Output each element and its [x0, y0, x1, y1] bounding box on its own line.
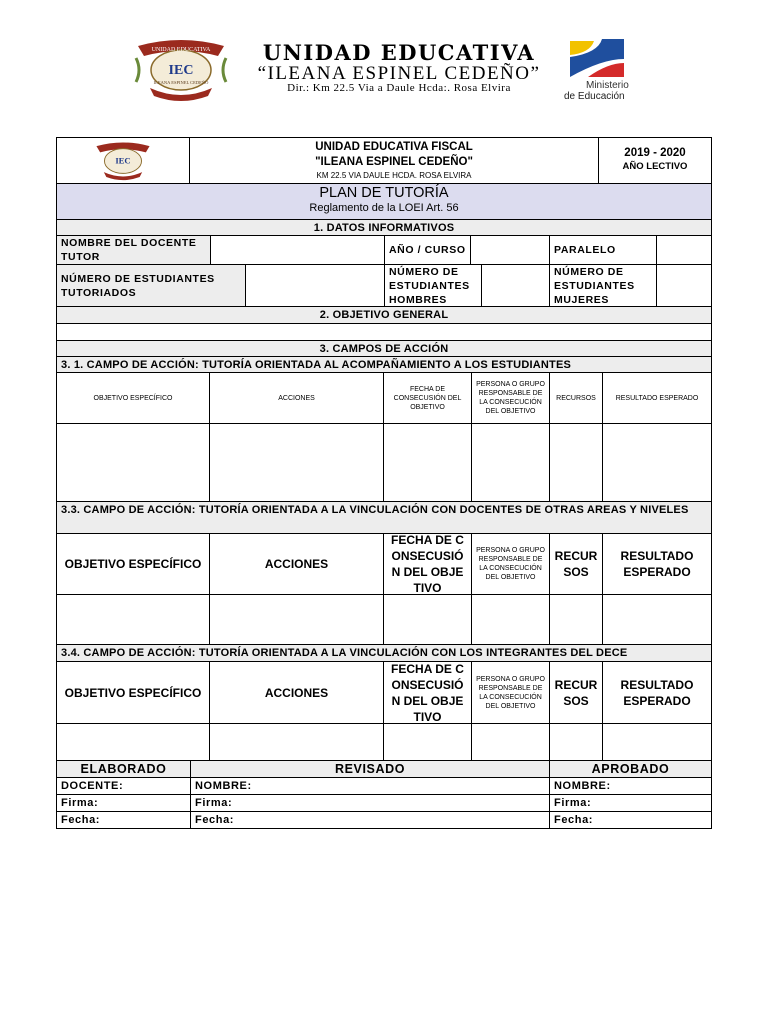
- row31-persona-field[interactable]: [471, 423, 550, 502]
- col-objetivo-header: OBJETIVO ESPECÍFICO: [56, 372, 210, 424]
- row33-fecha-field[interactable]: [383, 594, 472, 645]
- col33-acciones-header: ACCIONES: [209, 533, 384, 595]
- plan-subtitle: Reglamento de la LOEI Art. 56: [309, 202, 459, 214]
- elaborado-fecha-label: Fecha:: [56, 811, 191, 829]
- col33-persona-header: PERSONA O GRUPO RESPONSABLE DE LA CONSECUCIÓN DEL OBJETIVO: [471, 533, 550, 595]
- col33-objetivo-header: OBJETIVO ESPECÍFICO: [56, 533, 210, 595]
- section-objetivo-general: 2. OBJETIVO GENERAL: [56, 306, 712, 324]
- anio-curso-label: AÑO / CURSO: [384, 235, 471, 265]
- row34-recursos-field[interactable]: [549, 723, 603, 761]
- logo-small-initials: IEC: [115, 154, 131, 165]
- letterhead-title: UNIDAD EDUCATIVA: [262, 40, 536, 65]
- paralelo-label: PARALELO: [549, 235, 657, 265]
- row34-persona-field[interactable]: [471, 723, 550, 761]
- aprobado-fecha-label: Fecha:: [549, 811, 712, 829]
- row31-acciones-field[interactable]: [209, 423, 384, 502]
- col33-recursos-header: RECUR SOS: [549, 533, 603, 595]
- col-recursos-header: RECURSOS: [549, 372, 603, 424]
- plan-title: PLAN DE TUTORÍA: [319, 185, 449, 201]
- school-logo-small: [84, 140, 162, 182]
- revisado-header: REVISADO: [190, 760, 550, 778]
- elaborado-header: ELABORADO: [56, 760, 191, 778]
- col33-fecha-header: FECHA DE CONSECUSIÓN DEL OBJETIVO: [383, 533, 472, 595]
- campo-3-1-title: 3. 1. CAMPO DE ACCIÓN: TUTORÍA ORIENTADA AL ACOMPAÑAMIENTO A LOS ESTUDIANTES: [56, 356, 712, 373]
- num-estudiantes-label: NÚMERO DE ESTUDIANTES TUTORIADOS: [56, 264, 246, 307]
- num-mujeres-label: NÚMERO DE ESTUDIANTES MUJERES: [549, 264, 657, 307]
- logo-text: UNIDAD EDUCATIVA: [151, 47, 211, 53]
- aprobado-nombre-label: NOMBRE:: [549, 777, 712, 795]
- form-logo-cell: [56, 137, 190, 184]
- campo-3-4-title: 3.4. CAMPO DE ACCIÓN: TUTORÍA ORIENTADA A LA VINCULACIÓN CON LOS INTEGRANTES DEL DECE: [56, 644, 712, 662]
- col34-objetivo-header: OBJETIVO ESPECÍFICO: [56, 661, 210, 724]
- anio-curso-field[interactable]: [470, 235, 550, 265]
- objetivo-general-field[interactable]: [56, 323, 712, 341]
- section-campos-accion: 3. CAMPOS DE ACCIÓN: [56, 340, 712, 357]
- row34-acciones-field[interactable]: [209, 723, 384, 761]
- row33-resultado-field[interactable]: [602, 594, 712, 645]
- school-logo: [132, 36, 230, 104]
- row33-objetivo-field[interactable]: [56, 594, 210, 645]
- row33-recursos-field[interactable]: [549, 594, 603, 645]
- row31-resultado-field[interactable]: [602, 423, 712, 502]
- school-info-cell: [189, 137, 599, 184]
- campo-3-3-title: 3.3. CAMPO DE ACCIÓN: TUTORÍA ORIENTADA A LA VINCULACIÓN CON DOCENTES DE OTRAS AREAS Y NIVELES: [56, 501, 712, 534]
- col-fecha-header: FECHA DE CONSECUSIÓN DEL OBJETIVO: [383, 372, 472, 424]
- row31-objetivo-field[interactable]: [56, 423, 210, 502]
- plan-title-cell: [56, 183, 712, 220]
- ministry-label: [564, 80, 629, 102]
- school-year: 2019 - 2020: [624, 147, 686, 159]
- num-hombres-label: NÚMERO DE ESTUDIANTES HOMBRES: [384, 264, 482, 307]
- letterhead-subtitle: “ILEANA ESPINEL CEDEÑO”: [257, 63, 541, 84]
- col34-fecha-header: FECHA DE CONSECUSIÓN DEL OBJETIVO: [383, 661, 472, 724]
- num-hombres-field[interactable]: [481, 264, 550, 307]
- docente-field[interactable]: [210, 235, 385, 265]
- year-label: AÑO LECTIVO: [622, 161, 688, 172]
- ministry-line2: de Educación: [564, 91, 625, 102]
- col-acciones-header: ACCIONES: [209, 372, 384, 424]
- col-resultado-header: RESULTADO ESPERADO: [602, 372, 712, 424]
- elaborado-docente-label: DOCENTE:: [56, 777, 191, 795]
- letterhead: [0, 0, 768, 120]
- col34-recursos-header: RECUR SOS: [549, 661, 603, 724]
- tutoria-form: [56, 137, 712, 829]
- aprobado-firma-label: Firma:: [549, 794, 712, 812]
- school-address: KM 22.5 VIA DAULE HCDA. ROSA ELVIRA: [316, 171, 472, 180]
- revisado-fecha-label: Fecha:: [190, 811, 550, 829]
- aprobado-header: APROBADO: [549, 760, 712, 778]
- col33-resultado-header: RESULTADO ESPERADO: [602, 533, 712, 595]
- logo-sub: ILEANA ESPINEL CEDEÑO: [153, 80, 209, 85]
- docente-label: NOMBRE DEL DOCENTE TUTOR: [56, 235, 211, 265]
- row34-resultado-field[interactable]: [602, 723, 712, 761]
- row33-persona-field[interactable]: [471, 594, 550, 645]
- row31-fecha-field[interactable]: [383, 423, 472, 502]
- logo-initials: IEC: [168, 63, 194, 78]
- ministry-logo-icon: [568, 37, 626, 79]
- section-datos-informativos: 1. DATOS INFORMATIVOS: [56, 219, 712, 236]
- col34-acciones-header: ACCIONES: [209, 661, 384, 724]
- elaborado-firma-label: Firma:: [56, 794, 191, 812]
- col34-resultado-header: RESULTADO ESPERADO: [602, 661, 712, 724]
- col34-persona-header: PERSONA O GRUPO RESPONSABLE DE LA CONSECUCIÓN DEL OBJETIVO: [471, 661, 550, 724]
- row34-fecha-field[interactable]: [383, 723, 472, 761]
- row34-objetivo-field[interactable]: [56, 723, 210, 761]
- school-type: UNIDAD EDUCATIVA FISCAL: [315, 141, 473, 153]
- ministry-line1: Ministerio: [586, 80, 629, 91]
- paralelo-field[interactable]: [656, 235, 712, 265]
- row33-acciones-field[interactable]: [209, 594, 384, 645]
- col-persona-header: PERSONA O GRUPO RESPONSABLE DE LA CONSECUCIÓN DEL OBJETIVO: [471, 372, 550, 424]
- year-cell: [598, 137, 712, 184]
- school-name: "ILEANA ESPINEL CEDEÑO": [315, 156, 473, 168]
- row31-recursos-field[interactable]: [549, 423, 603, 502]
- revisado-firma-label: Firma:: [190, 794, 550, 812]
- revisado-nombre-label: NOMBRE:: [190, 777, 550, 795]
- num-mujeres-field[interactable]: [656, 264, 712, 307]
- num-estudiantes-field[interactable]: [245, 264, 385, 307]
- letterhead-address: Dir.: Km 22.5 Via a Daule Hcda:. Rosa Elvira: [287, 82, 511, 94]
